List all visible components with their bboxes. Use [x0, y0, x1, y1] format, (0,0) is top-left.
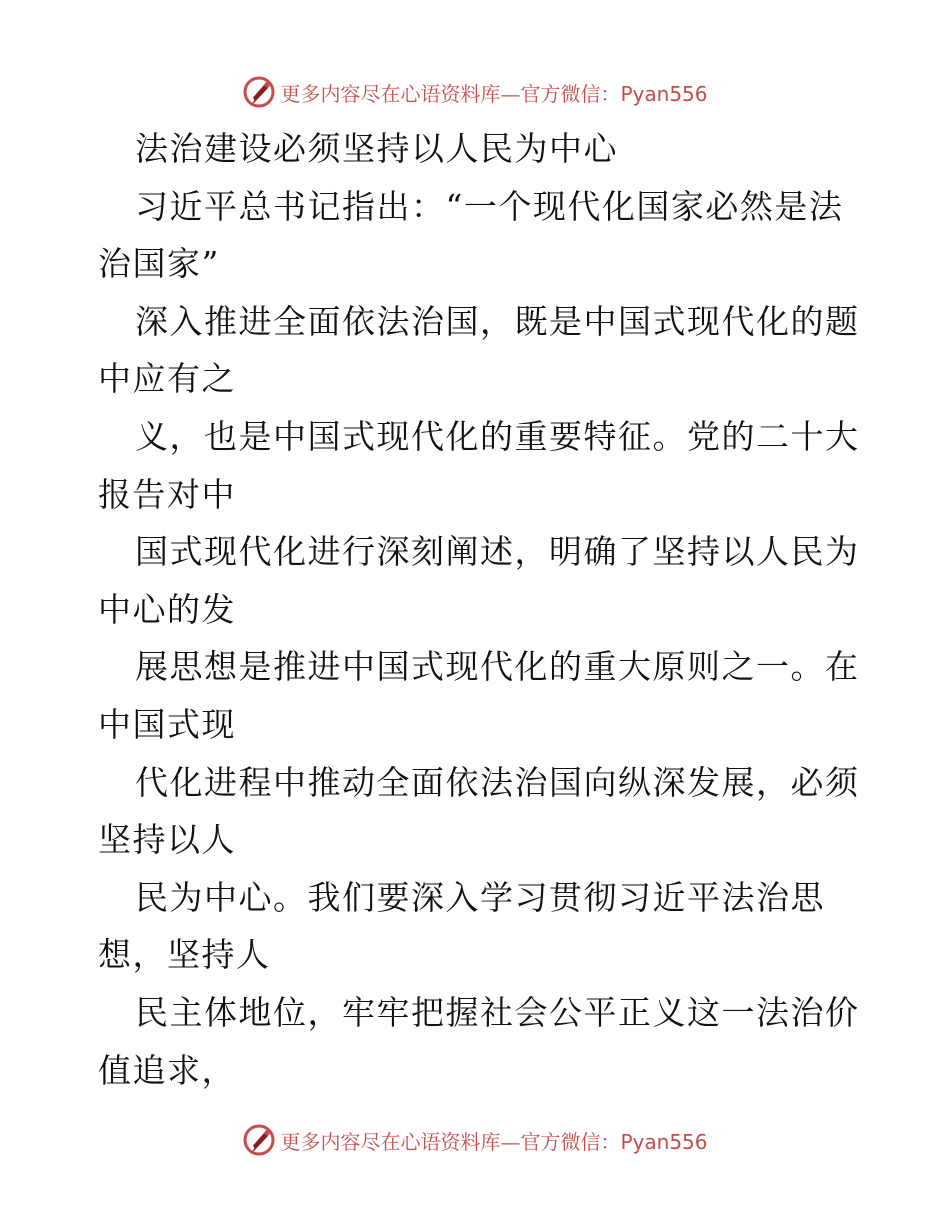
text-line: 中心的发: [98, 589, 236, 629]
text-line: 法治建设必须坚持以人民为中心: [135, 129, 618, 168]
text-line: 中国式现: [98, 704, 236, 744]
text-line: 中应有之: [98, 359, 236, 399]
watermark-label: 更多内容尽在心语资料库—官方微信：: [280, 1129, 621, 1154]
text-line: 报告对中: [98, 474, 236, 514]
text-line: 义，也是中国式现代化的重要特征。党的二十大: [135, 416, 860, 456]
text-line: 深入推进全面依法治国，既是中国式现代化的题: [135, 301, 860, 341]
text-line: 治国家”: [98, 244, 220, 284]
header-watermark: [0, 72, 950, 112]
text-line: 民主体地位，牢牢把握社会公平正义这一法治价: [135, 992, 860, 1032]
text-line: 民为中心。我们要深入学习贯彻习近平法治思: [135, 877, 825, 917]
text-line: 展思想是推进中国式现代化的重大原则之一。在: [135, 647, 860, 687]
document-body: [98, 120, 858, 1099]
watermark-wechat-id: Pyan556: [620, 1129, 708, 1154]
text-line: 代化进程中推动全面依法治国向纵深发展，必须: [135, 762, 860, 802]
watermark-label: 更多内容尽在心语资料库—官方微信：: [280, 81, 621, 106]
text-line: 想，坚持人: [98, 935, 271, 975]
footer-watermark: [0, 1120, 950, 1160]
pen-logo-icon: [242, 1123, 276, 1157]
watermark-wechat-id: Pyan556: [620, 81, 708, 106]
watermark-text: [280, 1126, 707, 1155]
text-line: 坚持以人: [98, 820, 236, 860]
text-line: 习近平总书记指出：“一个现代化国家必然是法: [135, 186, 844, 226]
text-line: 值追求，: [98, 1050, 236, 1090]
text-line: 国式现代化进行深刻阐述，明确了坚持以人民为: [135, 532, 860, 572]
watermark-text: [280, 78, 707, 107]
pen-logo-icon: [242, 75, 276, 109]
